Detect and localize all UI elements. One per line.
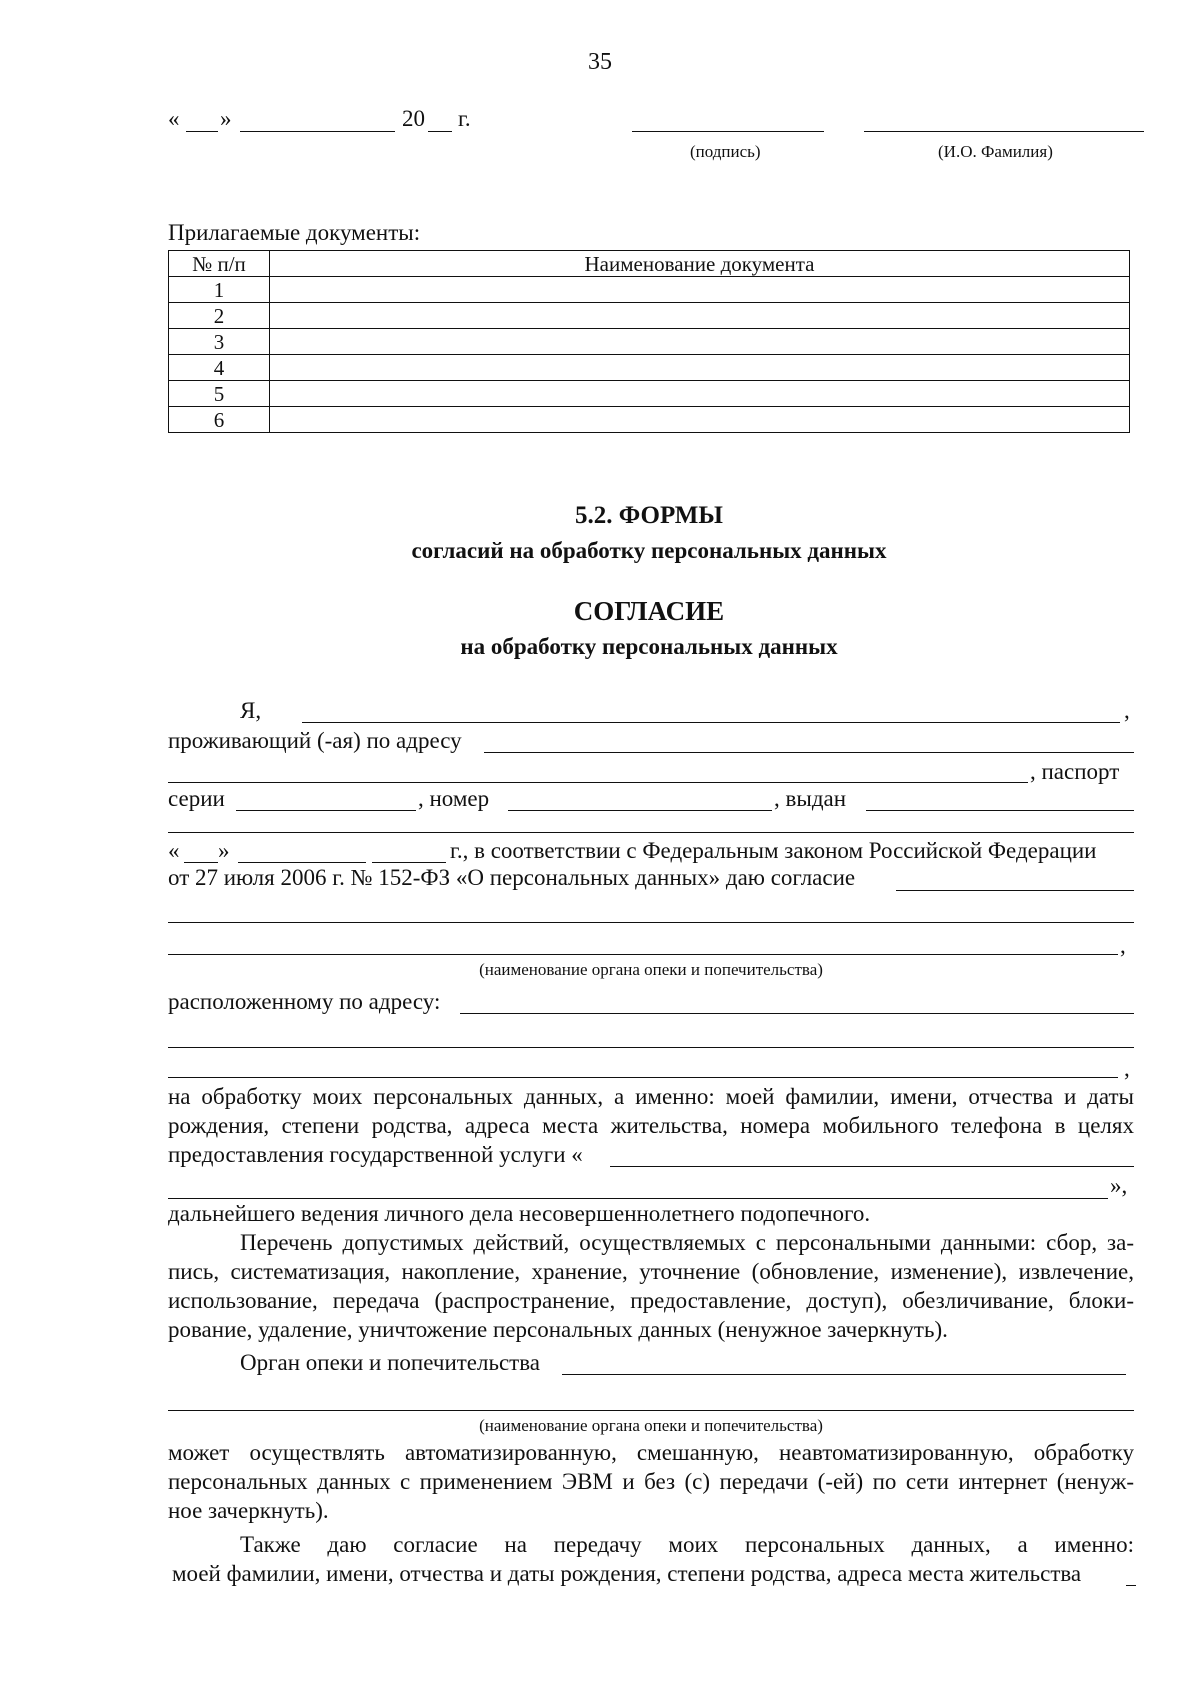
row-number: 4 bbox=[169, 355, 270, 381]
table-row bbox=[169, 303, 1130, 329]
law-line-2: от 27 июля 2006 г. № 152-ФЗ «О персональных данных» даю согласие bbox=[168, 865, 856, 890]
address-blank-2[interactable] bbox=[168, 782, 1028, 783]
issue-date-open-quote: « bbox=[168, 838, 180, 863]
table-row bbox=[169, 381, 1130, 407]
comma-2: , bbox=[1120, 933, 1126, 958]
document-cell[interactable] bbox=[270, 355, 1130, 381]
column-header-number: № п/п bbox=[169, 251, 270, 277]
close-quote: », bbox=[1110, 1173, 1128, 1198]
series-blank[interactable] bbox=[236, 810, 416, 811]
para3-line2: персональных данных с применением ЭВМ и без (с) передачи (-ей) по сети интернет (ненуж- bbox=[168, 1469, 1134, 1494]
year-blank[interactable] bbox=[428, 131, 452, 132]
issue-month-blank[interactable] bbox=[238, 862, 366, 863]
comma-3: , bbox=[1124, 1056, 1130, 1081]
document-cell[interactable] bbox=[270, 277, 1130, 303]
name-blank[interactable] bbox=[864, 131, 1144, 132]
number-label: , номер bbox=[418, 786, 490, 811]
issue-day-blank[interactable] bbox=[184, 862, 218, 863]
para3-line1: может осуществлять автоматизированную, смешанную, неавтоматизированную, обработку bbox=[168, 1440, 1134, 1465]
series-label: серии bbox=[168, 786, 225, 811]
para4-blank[interactable] bbox=[1126, 1585, 1136, 1586]
authority-caption: (наименование органа опеки и попечительства) bbox=[479, 960, 823, 979]
document-cell[interactable] bbox=[270, 329, 1130, 355]
consent-subtitle: на обработку персональных данных bbox=[460, 634, 838, 659]
document-cell[interactable] bbox=[270, 303, 1130, 329]
para2-line2: пись, систематизация, накопление, хранение, уточнение (обновление, изменение), извлечение, bbox=[168, 1259, 1134, 1284]
year-suffix: г. bbox=[458, 106, 471, 131]
day-blank[interactable] bbox=[186, 131, 218, 132]
i-label: Я, bbox=[240, 698, 262, 723]
year-prefix: 20 bbox=[402, 106, 425, 131]
service-name-blank-2[interactable] bbox=[168, 1198, 1108, 1199]
para2-line3: использование, передача (распространение, предоставление, доступ), обезличивание, блоки- bbox=[168, 1288, 1134, 1313]
para3-line3: ное зачеркнуть). bbox=[168, 1498, 329, 1523]
month-blank[interactable] bbox=[240, 131, 395, 132]
located-blank-3[interactable] bbox=[168, 1077, 1118, 1078]
row-number: 2 bbox=[169, 303, 270, 329]
issued-label: , выдан bbox=[774, 786, 847, 811]
name-caption: (И.О. Фамилия) bbox=[938, 142, 1053, 161]
authority-name-blank-2[interactable] bbox=[168, 1410, 1134, 1411]
consent-title: СОГЛАСИЕ bbox=[573, 596, 725, 626]
page-number: 35 bbox=[588, 49, 612, 75]
document-cell[interactable] bbox=[270, 407, 1130, 433]
para2-line1: Перечень допустимых действий, осуществляемых с персональными данными: сбор, за- bbox=[240, 1230, 1134, 1255]
para1-line3: предоставления государственной услуги « bbox=[168, 1142, 583, 1167]
authority-caption-2: (наименование органа опеки и попечительства) bbox=[479, 1416, 823, 1435]
column-header-document: Наименование документа bbox=[270, 251, 1130, 277]
authority-label: Орган опеки и попечительства bbox=[240, 1350, 540, 1375]
para2-line4: рование, удаление, уничтожение персональных данных (ненужное зачеркнуть). bbox=[168, 1317, 948, 1342]
signature-caption: (подпись) bbox=[690, 142, 761, 161]
issue-date-close-quote: » bbox=[218, 838, 230, 863]
signature-blank[interactable] bbox=[632, 131, 824, 132]
comma: , bbox=[1124, 698, 1130, 723]
located-blank[interactable] bbox=[460, 1013, 1134, 1014]
date-close-quote: » bbox=[220, 106, 232, 131]
para1-line4: дальнейшего ведения личного дела несовершеннолетнего подопечного. bbox=[168, 1201, 871, 1226]
attachments-table bbox=[168, 250, 1130, 433]
date-open-quote: « bbox=[168, 106, 180, 131]
section-subheading: согласий на обработку персональных данных bbox=[411, 538, 887, 563]
number-blank[interactable] bbox=[508, 810, 772, 811]
law-line: г., в соответствии с Федеральным законом Российской Федерации bbox=[450, 838, 1097, 863]
authority-name-blank[interactable] bbox=[562, 1374, 1126, 1375]
table-header-row bbox=[169, 251, 1130, 277]
section-heading: 5.2. ФОРМЫ bbox=[575, 502, 723, 529]
table-row bbox=[169, 329, 1130, 355]
passport-label: , паспорт bbox=[1030, 759, 1120, 784]
row-number: 1 bbox=[169, 277, 270, 303]
issue-year-blank[interactable] bbox=[372, 862, 446, 863]
address-blank[interactable] bbox=[484, 752, 1134, 753]
table-row bbox=[169, 277, 1130, 303]
authority-blank[interactable] bbox=[168, 922, 1134, 923]
document-cell[interactable] bbox=[270, 381, 1130, 407]
para1-line2: рождения, степени родства, адреса места жительства, номера мобильного телефона в целях bbox=[168, 1113, 1134, 1138]
para4-line1: Также даю согласие на передачу моих персональных данных, а именно: bbox=[240, 1532, 1134, 1557]
located-blank-2[interactable] bbox=[168, 1047, 1134, 1048]
consent-to-blank[interactable] bbox=[896, 890, 1134, 891]
full-name-blank[interactable] bbox=[302, 722, 1120, 723]
authority-blank-2[interactable] bbox=[168, 954, 1118, 955]
issued-blank-2[interactable] bbox=[168, 832, 1134, 833]
row-number: 6 bbox=[169, 407, 270, 433]
issued-blank[interactable] bbox=[866, 810, 1134, 811]
row-number: 3 bbox=[169, 329, 270, 355]
address-label: проживающий (-ая) по адресу bbox=[168, 728, 462, 753]
located-label: расположенному по адресу: bbox=[168, 989, 441, 1014]
service-name-blank[interactable] bbox=[610, 1166, 1134, 1167]
table-row bbox=[169, 355, 1130, 381]
attachments-title: Прилагаемые документы: bbox=[168, 220, 421, 245]
para4-line2: моей фамилии, имени, отчества и даты рождения, степени родства, адреса места жительства bbox=[172, 1561, 1082, 1586]
para1-line1: на обработку моих персональных данных, а именно: моей фамилии, имени, отчества и даты bbox=[168, 1084, 1134, 1109]
row-number: 5 bbox=[169, 381, 270, 407]
table-row bbox=[169, 407, 1130, 433]
